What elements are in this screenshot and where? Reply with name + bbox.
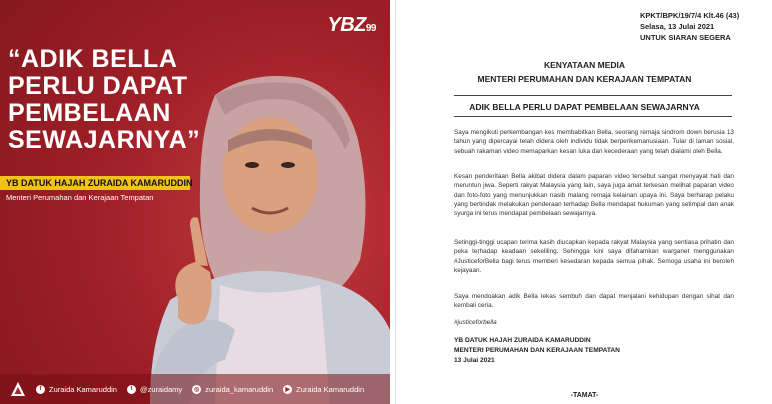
quote-line: PERLU DAPAT: [8, 72, 188, 100]
social-label: zuraida_kamaruddin: [205, 384, 274, 394]
instagram-icon: ◎: [194, 386, 200, 393]
poster-quote: [8, 46, 238, 154]
twitter-icon: t: [127, 385, 136, 394]
divider: [454, 95, 732, 96]
social-twitter[interactable]: [127, 385, 182, 394]
letter-header-meta: [640, 10, 750, 43]
ministry-heading: MENTERI PERUMAHAN DAN KERAJAAN TEMPATAN: [477, 74, 692, 84]
ybz99-logo: YBZ99: [327, 14, 376, 36]
statement-title: ADIK BELLA PERLU DAPAT PEMBELAAN SEWAJARNYA: [469, 102, 700, 112]
social-instagram[interactable]: [192, 385, 273, 394]
paragraph-2: Kesan penderitaan Bella akibat didera dalam paparan video tersebut sangat menyayat hati dan meruntun jiwa. Seperti rakyat Malaysia yang lain, saya juga amat terkesan melihat paparan video dan foto-foto yang menunjukkan nasib malang remaja kelainan upaya ini. Saya berharap pelaku yang bertindak melakukan penderaan terhadap Bella mendapat hukuman yang setimpal dan anak syurga ini terus mendapat pembelaan sewajarnya.: [454, 173, 734, 218]
social-youtube[interactable]: [283, 385, 364, 394]
paragraph-4: Saya mendoakan adik Bella lekas sembuh dan dapat menjalani kehidupan dengan sihat dan kembali ceria.: [454, 293, 734, 310]
social-label: Zuraida Kamaruddin: [296, 384, 365, 394]
letter-date: Selasa, 13 Julai 2021: [640, 22, 715, 31]
quote-line: “ADIK BELLA: [8, 45, 178, 73]
signatory-name: YB DATUK HAJAH ZURAIDA KAMARUDDIN: [454, 337, 591, 344]
signature-date: 13 Julai 2021: [454, 357, 495, 364]
facebook-icon: f: [36, 385, 45, 394]
social-label: @zuraidamy: [139, 384, 183, 394]
release-note: UNTUK SIARAN SEGERA: [640, 33, 731, 42]
divider: [454, 116, 732, 117]
signature-block: [454, 336, 620, 366]
reference-number: KPKT/BPK/19/7/4 Klt.46 (43): [640, 11, 740, 20]
paragraph-3: Setinggi-tinggi ucapan terima kasih diucapkan kepada rakyat Malaysia yang sentiasa prihatin dan peka terhadap keadaan sekeliling. Sehingga kini saya difahamkan warganet menggunakan #JusticeforBella bagi terus memberi kesedaran kepada semua pihak. Semoga usaha ini beroleh kejayaan.: [454, 239, 734, 274]
quote-line: SEWAJARNYA”: [8, 126, 201, 154]
youtube-icon: ▶: [283, 385, 292, 394]
media-statement-letter: [395, 0, 772, 404]
hashtag: #justiceforbella: [454, 319, 497, 326]
end-marker: -TAMAT-: [570, 392, 599, 399]
party-logo-icon: [10, 381, 26, 397]
quote-line: PEMBELAAN: [8, 99, 171, 127]
signatory-role: MENTERI PERUMAHAN DAN KERAJAAN TEMPATAN: [454, 347, 620, 354]
statement-heading: KENYATAAN MEDIA: [543, 60, 626, 70]
speaker-name: YB DATUK HAJAH ZURAIDA KAMARUDDIN: [6, 178, 193, 188]
paragraph-1: Saya mengikuti perkembangan kes membabitkan Bella, seorang remaja sindrom down berusia 13 tahun yang dipercayai telah didera oleh individu tidak berperikemanusiaan. Tular di laman sosial, sebuah rakaman video memaparkan kesan luka dan kecederaan yang telah dialami oleh Bella.: [454, 129, 734, 155]
social-label: Zuraida Kamaruddin: [49, 384, 117, 394]
social-facebook[interactable]: [36, 385, 117, 394]
speaker-role: Menteri Perumahan dan Kerajaan Tempatan: [6, 193, 154, 202]
social-footer: [0, 374, 390, 404]
